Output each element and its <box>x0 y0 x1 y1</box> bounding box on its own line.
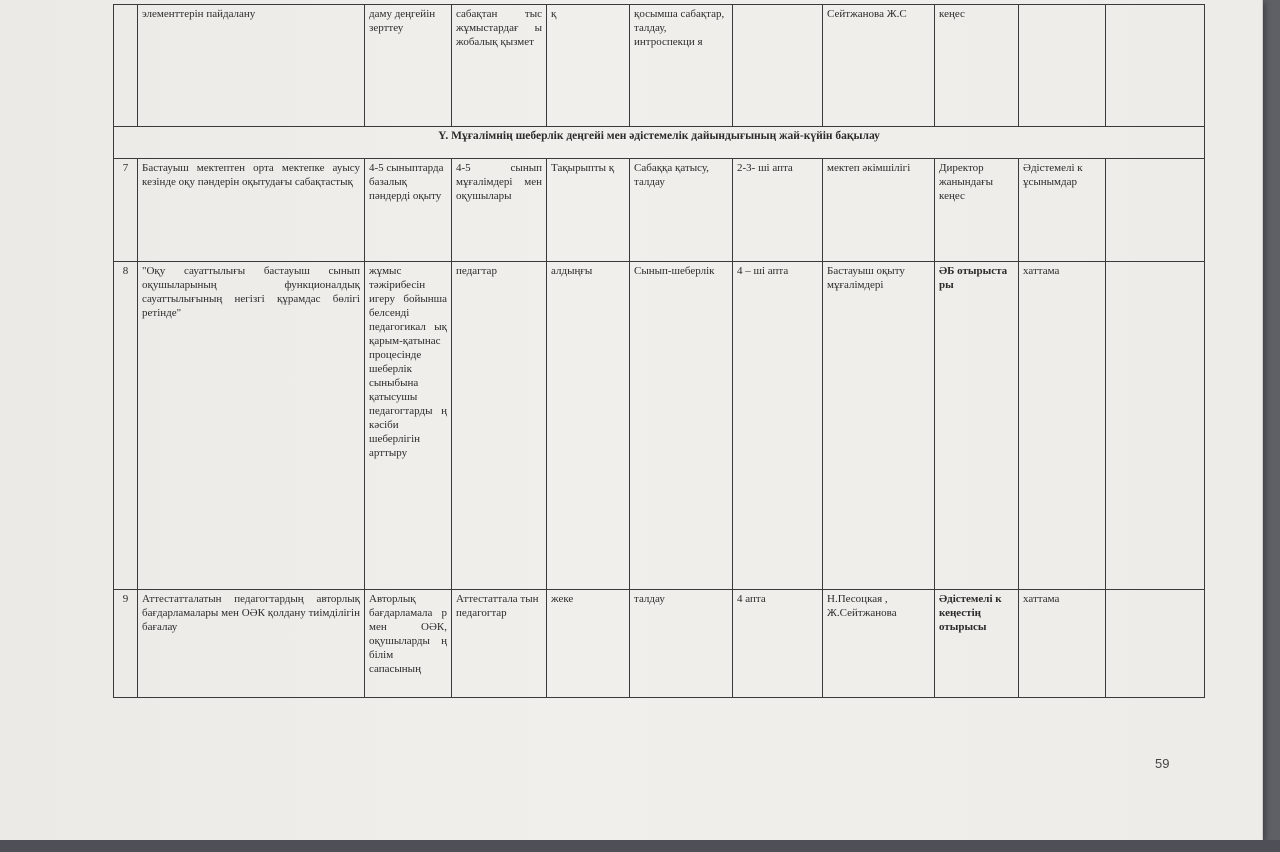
table-row <box>114 5 1205 127</box>
row-number: 7 <box>114 159 138 262</box>
cell-topic: "Оқу сауаттылығы бастауыш сынып оқушыларының функционалдық сауаттылығының негізгі құрамдас бөлігі ретінде" <box>138 262 365 590</box>
row-number: 8 <box>114 262 138 590</box>
cell-empty <box>1106 5 1205 127</box>
control-plan-table <box>113 4 1205 698</box>
section-row <box>114 127 1205 159</box>
cell-where: кеңес <box>935 5 1019 127</box>
cell-timing: 4 апта <box>733 590 823 698</box>
cell-method: Сабаққа қатысу, талдау <box>630 159 733 262</box>
cell-goal: жұмыс тәжірибесін игеру бойынша белсенді педагогикал ық қарым-қатынас процесінде шеберлік сыныбына қатысушы педагогтарды ң кәсіби шеберлігін арттыру <box>365 262 452 590</box>
cell-method: талдау <box>630 590 733 698</box>
cell-where: Директор жанындағы кеңес <box>935 159 1019 262</box>
cell-object: 4-5 сынып мұғалімдері мен оқушылары <box>452 159 547 262</box>
table-row <box>114 159 1205 262</box>
cell-result: Әдістемелі к ұсынымдар <box>1019 159 1106 262</box>
page-number: 59 <box>1155 756 1170 771</box>
cell-empty <box>1106 262 1205 590</box>
cell-method: қосымша сабақтар, талдау, интроспекци я <box>630 5 733 127</box>
cell-object: Аттестаттала тын педагогтар <box>452 590 547 698</box>
background-edge <box>0 840 1280 852</box>
cell-responsible: мектеп әкімшілігі <box>823 159 935 262</box>
cell-responsible: Бастауыш оқыту мұғалімдері <box>823 262 935 590</box>
cell-topic: Бастауыш мектептен орта мектепке ауысу кезінде оқу пәндерін оқытудағы сабақтастық <box>138 159 365 262</box>
cell-where: Әдістемелі к кеңестің отырысы <box>935 590 1019 698</box>
cell-where: ӘБ отырыста ры <box>935 262 1019 590</box>
cell-result <box>1019 5 1106 127</box>
cell-timing: 4 – ші апта <box>733 262 823 590</box>
cell-method: Сынып-шеберлік <box>630 262 733 590</box>
cell-type: қ <box>547 5 630 127</box>
cell-topic: Аттестатталатын педагогтардың авторлық бағдарламалары мен ОӘК қолдану тиімділігін бағалау <box>138 590 365 698</box>
cell-goal: Авторлық бағдарламала р мен ОӘК, оқушыларды ң білім сапасының <box>365 590 452 698</box>
cell-goal: 4-5 сыныптарда базалық пәндерді оқыту <box>365 159 452 262</box>
cell-responsible: Н.Песоцкая , Ж.Сейтжанова <box>823 590 935 698</box>
cell-empty <box>1106 159 1205 262</box>
row-number: 9 <box>114 590 138 698</box>
cell-type: Тақырыпты қ <box>547 159 630 262</box>
cell-type: жеке <box>547 590 630 698</box>
table-row <box>114 590 1205 698</box>
cell-result: хаттама <box>1019 590 1106 698</box>
section-heading: Y. Мұғалімнің шеберлік деңгейі мен әдістемелік дайындығының жай-күйін бақылау <box>114 127 1205 159</box>
cell-empty <box>1106 590 1205 698</box>
cell-timing: 2-3- ші апта <box>733 159 823 262</box>
cell-object: педагтар <box>452 262 547 590</box>
table-row <box>114 262 1205 590</box>
cell-goal: даму деңгейін зерттеу <box>365 5 452 127</box>
cell-responsible: Сейтжанова Ж.С <box>823 5 935 127</box>
cell-result: хаттама <box>1019 262 1106 590</box>
cell-timing <box>733 5 823 127</box>
cell-type: алдыңғы <box>547 262 630 590</box>
cell-object: сабақтан тыс жұмыстардағ ы жобалық қызмет <box>452 5 547 127</box>
row-number <box>114 5 138 127</box>
cell-topic: элементтерін пайдалану <box>138 5 365 127</box>
